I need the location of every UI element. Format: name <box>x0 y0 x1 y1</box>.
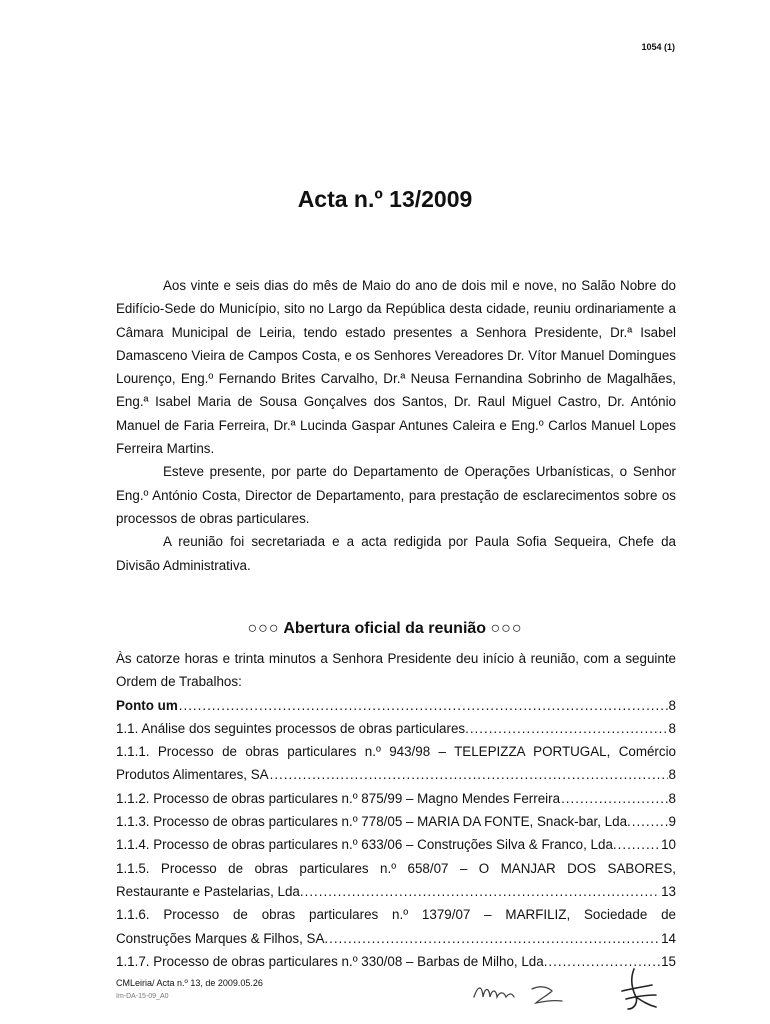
minutes-body <box>116 274 676 577</box>
toc-entry-1-1-7 <box>116 950 676 973</box>
page-number: 1054 (1) <box>641 42 675 52</box>
toc-label: 1.1.3. Processo de obras particulares n.º 778/05 – MARIA DA FONTE, Snack-bar, Lda. <box>116 814 631 830</box>
department-paragraph: Esteve presente, por parte do Departamento de Operações Urbanísticas, o Senhor Eng.º António Costa, Director de Departamento, para prestação de esclarecimentos sobre os processos de obras particulares. <box>116 464 676 526</box>
toc-page: 15 <box>661 953 676 969</box>
section-heading <box>0 620 770 638</box>
document-title: Acta n.º 13/2009 <box>297 186 473 212</box>
footer-reference: CMLeiria/ Acta n.º 13, de 2009.05.26 <box>116 978 263 988</box>
initials-signature-2 <box>612 965 667 1015</box>
toc-page: 13 <box>661 883 676 899</box>
toc-entry-1-1-1 <box>116 763 676 786</box>
toc-label: 1.1.7. Processo de obras particulares n.º 330/08 – Barbas de Milho, Lda. <box>116 953 548 969</box>
toc-leader <box>632 810 668 833</box>
toc-label: Ponto um <box>116 697 178 713</box>
toc-entry-1-1-3 <box>116 810 676 833</box>
toc-entry-1-1 <box>116 717 676 740</box>
toc-page: 10 <box>661 837 676 853</box>
heading-ornament-left: ○○○ <box>247 620 280 637</box>
toc-label: 1.1.4. Processo de obras particulares n.º 633/06 – Construções Silva & Franco, Lda. <box>116 837 617 853</box>
toc-entry-1-1-5 <box>116 880 676 903</box>
toc-leader <box>305 880 661 903</box>
toc-page: 8 <box>668 697 676 713</box>
toc-entry-1-1-4 <box>116 833 676 856</box>
toc-leader <box>329 927 660 950</box>
initials-signature-1 <box>470 975 575 1010</box>
toc-label: Restaurante e Pastelarias, Lda. <box>116 883 304 899</box>
toc-page: 9 <box>668 814 676 830</box>
secretary-paragraph: A reunião foi secretariada e a acta redigida por Paula Sofia Sequeira, Chefe da Divisão Administrativa. <box>116 534 676 573</box>
agenda-intro: Às catorze horas e trinta minutos a Senhora Presidente deu início à reunião, com a seguinte Ordem de Trabalhos: <box>116 651 676 690</box>
agenda <box>116 647 676 973</box>
toc-label: 1.1. Análise dos seguintes processos de obras particulares. <box>116 720 469 736</box>
toc-entry-1-1-2 <box>116 787 676 810</box>
toc-page: 14 <box>661 930 676 946</box>
toc-leader <box>618 833 660 856</box>
toc-label: Construções Marques & Filhos, SA. <box>116 930 329 946</box>
toc-entry-ponto-um <box>116 694 676 717</box>
toc-page: 8 <box>668 720 676 736</box>
footer-form-code: Im-DA-15-09_A0 <box>116 993 169 1000</box>
toc-entry-1-1-6 <box>116 927 676 950</box>
toc-entry-1-1-1-line1: 1.1.1. Processo de obras particulares n.º 943/98 – TELEPIZZA PORTUGAL, Comércio <box>116 744 676 760</box>
attendance-paragraph: Aos vinte e seis dias do mês de Maio do ano de dois mil e nove, no Salão Nobre do Edifício-Sede do Município, sito no Largo da República desta cidade, reuniu ordinariamente a Câmara Municipal de Leiria, tendo estado presentes a Senhora Presidente, Dr.ª Isabel Damasceno Vieira de Campos Costa, e os Senhores Vereadores Dr. Vítor Manuel Domingues Lourenço, Eng.º Fernando Brites Carvalho, Dr.ª Neusa Fernandina Sobrinho de Magalhães, Eng.ª Isabel Maria de Sousa Gonçalves dos Santos, Dr. Raul Miguel Castro, Dr. António Manuel de Faria Ferreira, Dr.ª Lucinda Gaspar Antunes Caleira e Eng.º Carlos Manuel Lopes Ferreira Martins. <box>116 278 676 457</box>
toc-entry-1-1-5-line1: 1.1.5. Processo de obras particulares n.º 658/07 – O MANJAR DOS SABORES, <box>116 860 676 876</box>
toc-label: 1.1.2. Processo de obras particulares n.º 875/99 – Magno Mendes Ferreira <box>116 790 561 806</box>
toc-leader <box>561 787 667 810</box>
heading-ornament-right: ○○○ <box>490 620 523 637</box>
toc-leader <box>470 717 668 740</box>
section-heading-text: Abertura oficial da reunião <box>283 620 487 637</box>
toc-entry-1-1-6-line1: 1.1.6. Processo de obras particulares n.º 1379/07 – MARFILIZ, Sociedade de <box>116 907 676 923</box>
toc-label: Produtos Alimentares, SA <box>116 767 269 783</box>
toc-page: 8 <box>668 790 676 806</box>
toc-leader <box>270 763 668 786</box>
toc-leader <box>179 694 668 717</box>
toc-page: 8 <box>668 767 676 783</box>
